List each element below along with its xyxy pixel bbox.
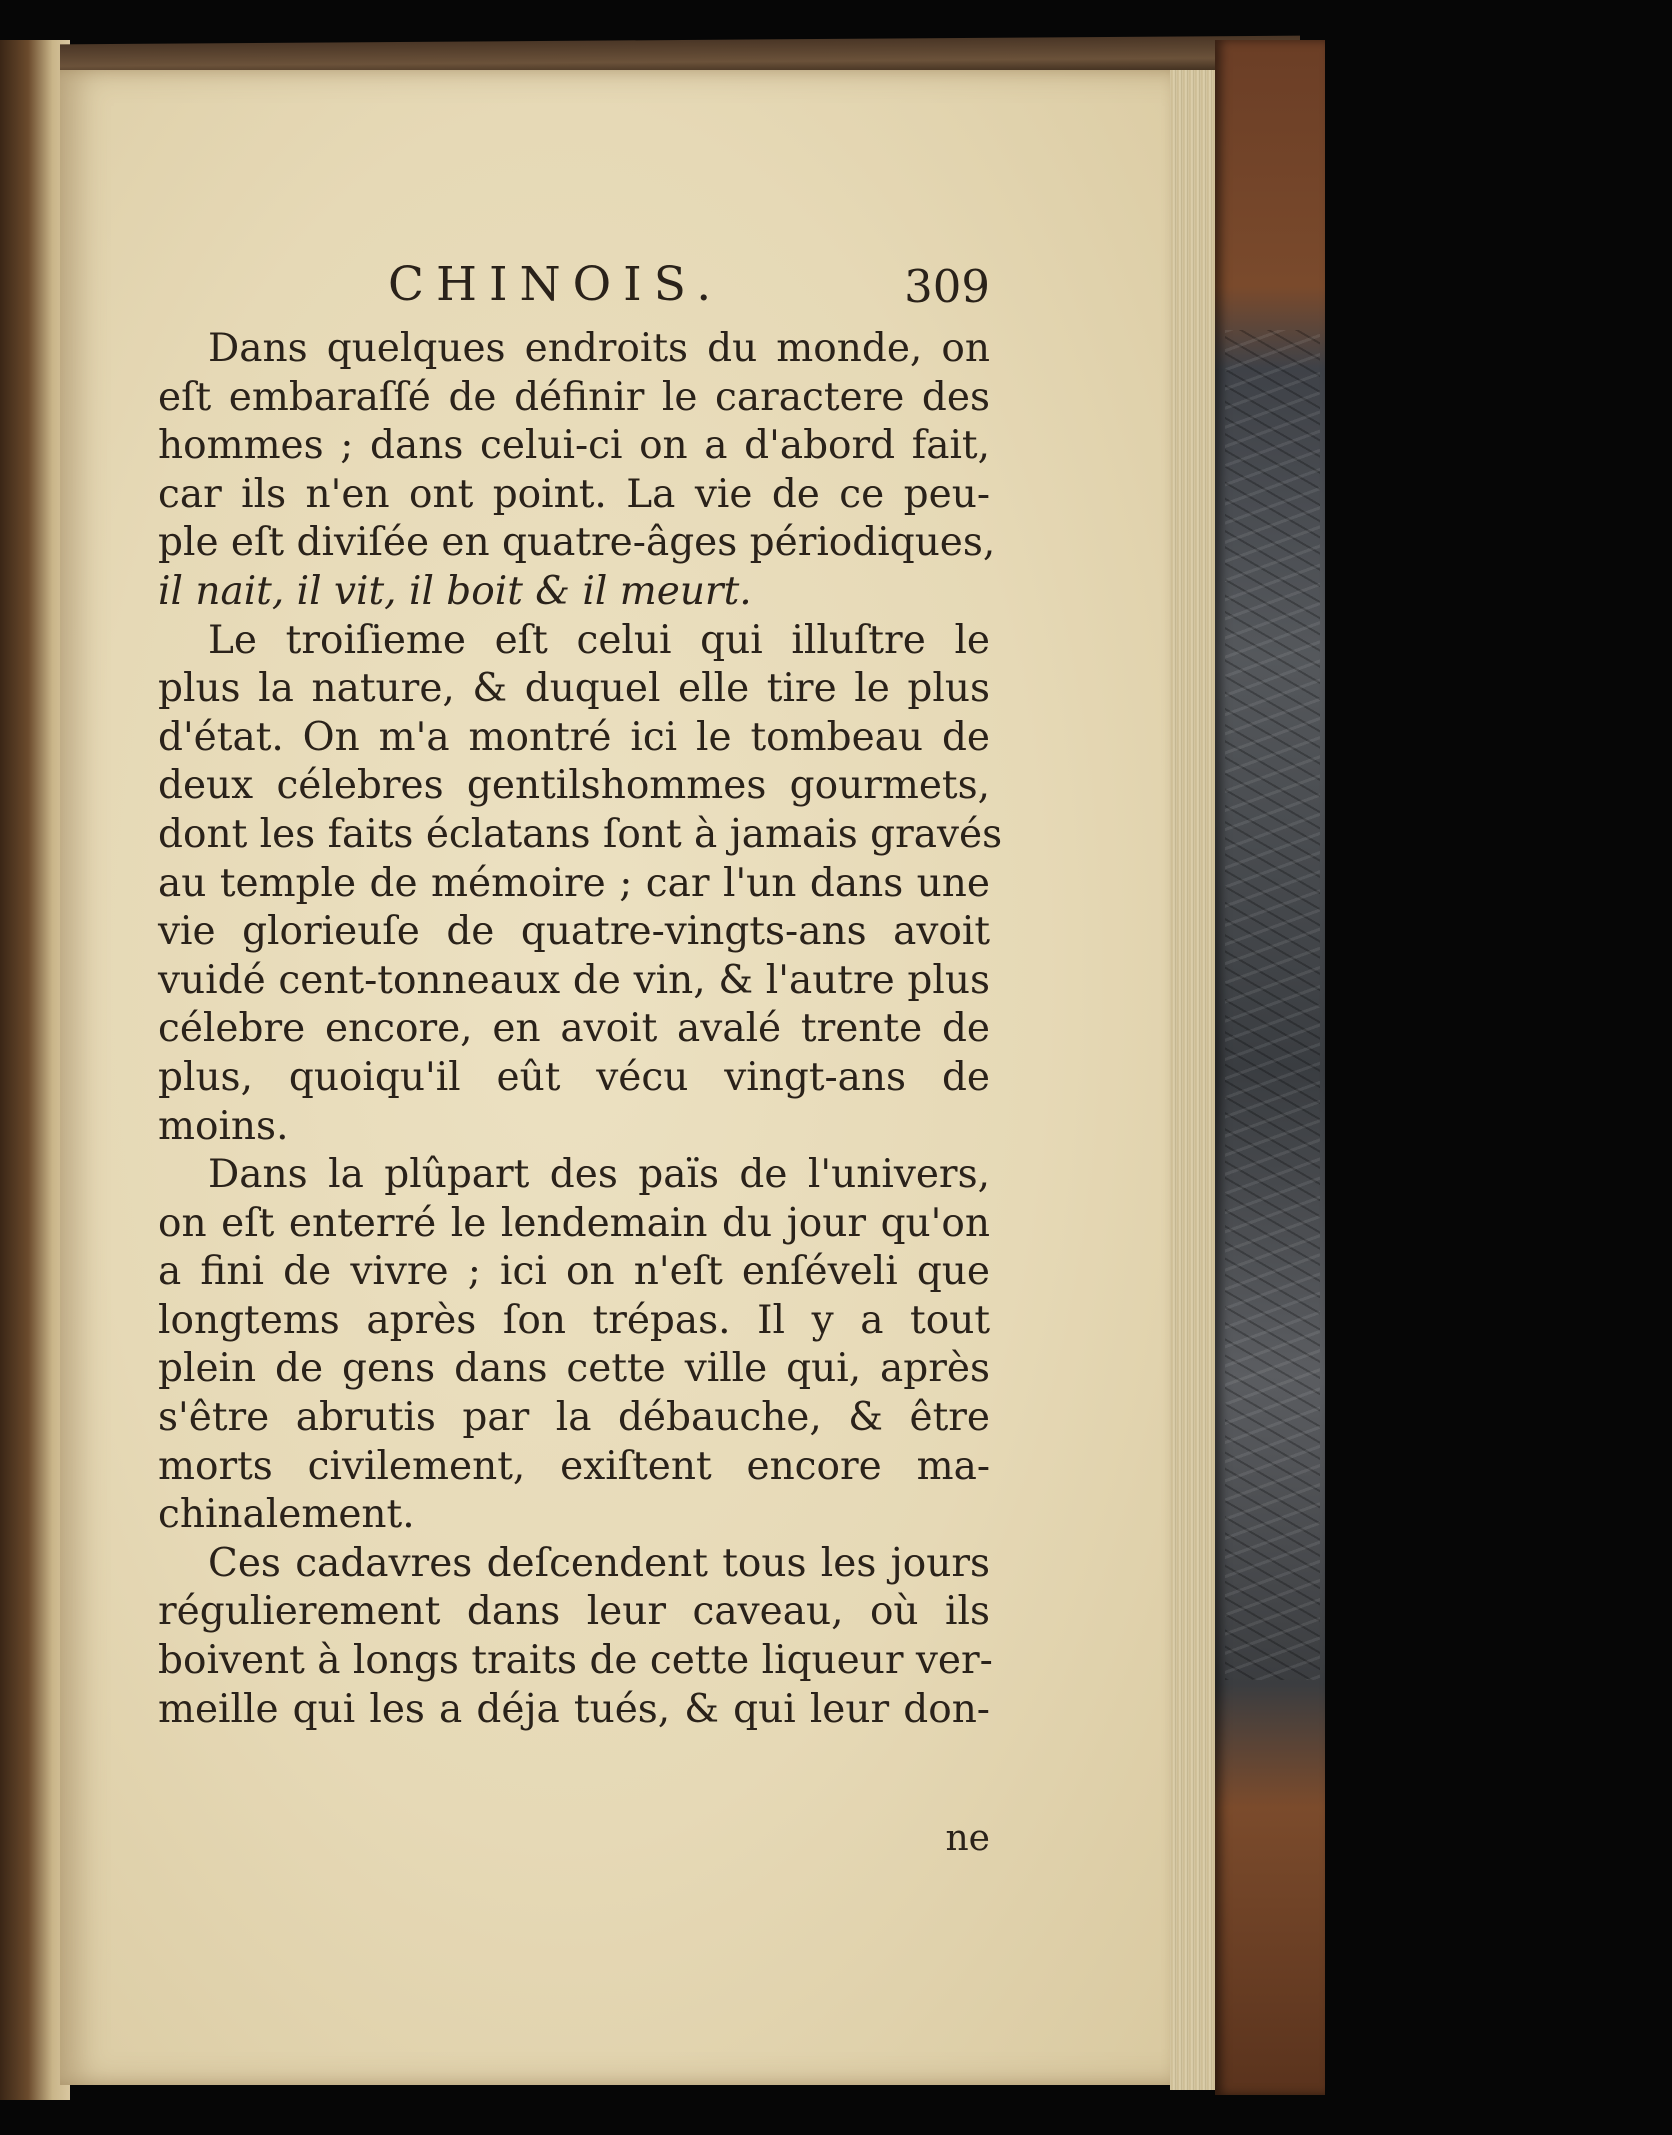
text-line: moins. — [158, 1103, 289, 1149]
text-line: deux célebres gentilshommes gourmets, — [158, 763, 990, 809]
text-line: chinalement. — [158, 1492, 415, 1538]
page-fore-edges — [1170, 70, 1220, 2090]
text-line: Ces cadavres deſcendent tous les jours — [208, 1540, 990, 1586]
text-line: Dans la plûpart des païs de l'univers, — [208, 1152, 990, 1198]
running-head: CHINOIS. — [388, 257, 724, 312]
text-line: morts civilement, exiſtent encore ma- — [158, 1443, 990, 1489]
marbled-board — [1225, 330, 1320, 1680]
catchword: ne — [945, 1818, 990, 1859]
text-line: car ils n'en ont point. La vie de ce peu- — [158, 471, 990, 517]
page-header — [158, 255, 990, 325]
text-line: boivent à longs traits de cette liqueur ver- — [158, 1638, 993, 1684]
text-line: célebre encore, en avoit avalé trente de — [158, 1006, 990, 1052]
text-line: il nait, il vit, il boit & il meurt. — [158, 568, 752, 614]
text-line: eſt embaraſſé de définir le caractere des — [158, 374, 990, 420]
text-line: d'état. On m'a montré ici le tombeau de — [158, 714, 990, 760]
text-line: plein de gens dans cette ville qui, après — [158, 1346, 990, 1392]
text-line: régulierement dans leur caveau, où ils — [158, 1589, 990, 1635]
text-line: Le troiſieme eſt celui qui illuſtre le — [208, 617, 990, 663]
text-line: au temple de mémoire ; car l'un dans une — [158, 860, 990, 906]
text-line: a fini de vivre ; ici on n'eſt enſéveli que — [158, 1249, 990, 1295]
text-line: Dans quelques endroits du monde, on — [208, 326, 990, 371]
text-line: dont les faits éclatans ſont à jamais gravés — [158, 811, 1003, 857]
text-line: s'être abrutis par la débauche, & être — [158, 1395, 990, 1441]
text-line: on eſt enterré le lendemain du jour qu'on — [158, 1200, 990, 1246]
text-line: plus, quoiqu'il eût vécu vingt-ans de — [158, 1054, 990, 1100]
text-line: plus la nature, & duquel elle tire le plus — [158, 666, 990, 712]
text-line: vie glorieuſe de quatre-vingts-ans avoit — [158, 909, 990, 955]
text-line: hommes ; dans celui-ci on a d'abord fait, — [158, 423, 990, 469]
body-text — [158, 325, 1003, 1734]
text-line: meille qui les a déja tués, & qui leur don- — [158, 1686, 990, 1732]
text-block — [158, 255, 1003, 1859]
page-number: 309 — [904, 260, 990, 313]
text-line: vuidé cent-tonneaux de vin, & l'autre plus — [158, 957, 990, 1003]
text-line: longtems après ſon trépas. Il y a tout — [158, 1297, 990, 1343]
text-line: ple eſt diviſée en quatre-âges périodiques, — [158, 520, 996, 566]
